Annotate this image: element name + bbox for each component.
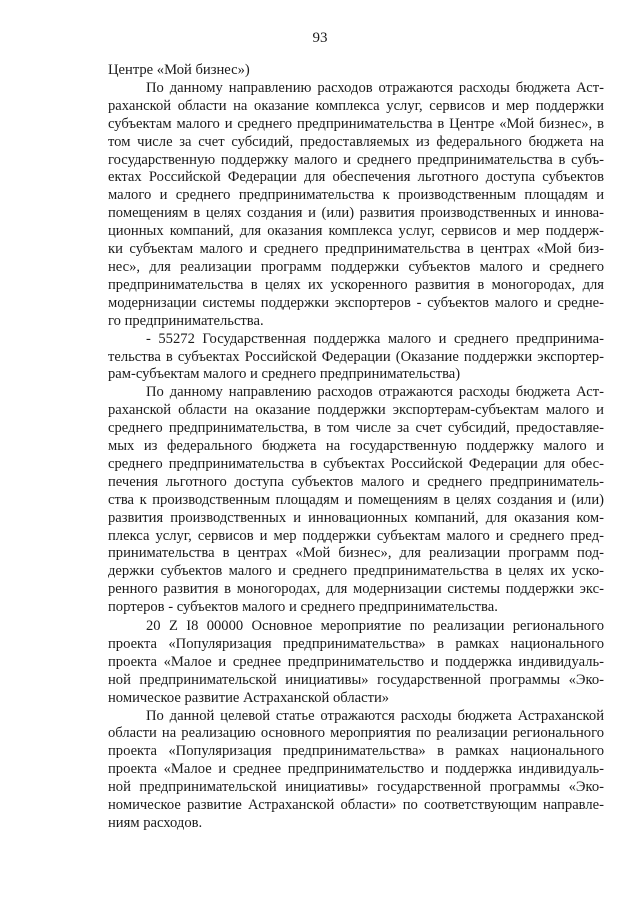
text-line: портеров - субъектов малого и среднего предпринимательства. <box>108 599 498 616</box>
text-line: области на реализацию основного мероприятия по реализации регионального <box>108 725 604 742</box>
text-line: мых из федерального бюджета на государственную поддержку малого и <box>108 438 604 455</box>
text-line: ной предпринимательской инициативы» государственной программы «Эко- <box>108 671 604 688</box>
text-line: По данному направлению расходов отражаются расходы бюджета Аст- <box>146 384 604 401</box>
text-line: го предпринимательства. <box>108 312 264 329</box>
text-line: ства к производственным площадям и помещениям в целях создания и (или) <box>108 491 604 508</box>
text-block-target-article <box>108 618 604 833</box>
text-line: рам-субъектам малого и среднего предпринимательства) <box>108 366 461 383</box>
page-number: 93 <box>312 30 328 46</box>
text-line: развития производственных и инновационных компаний, для оказания ком- <box>108 509 604 526</box>
text-line: принимательства в центрах «Мой бизнес», для реализации программ под- <box>108 545 604 562</box>
text-line: раханской области на оказание комплекса услуг, сервисов и мер поддержки <box>108 97 604 114</box>
text-line: модернизации системы поддержки экспортеров - субъектов малого и средне- <box>108 294 604 311</box>
text-line: среднего предпринимательства, в том числе за счет субсидий, предоставляе- <box>108 420 604 437</box>
text-line: предпринимательства в целях их ускоренного развития в моногородах, для <box>108 276 604 293</box>
text-line: ренного развития в моногородах, для модернизации системы поддержки экс- <box>108 581 604 598</box>
text-line: ниям расходов. <box>108 814 203 831</box>
text-line: малого и среднего предпринимательства к производственным площадям и <box>108 187 604 204</box>
text-line: держки субъектов малого и среднего предпринимательства в целях их уско- <box>108 563 604 580</box>
text-line: По данному направлению расходов отражаются расходы бюджета Аст- <box>146 79 604 96</box>
text-block-directions <box>108 62 604 617</box>
text-line: - 55272 Государственная поддержка малого и среднего предпринима- <box>146 330 604 347</box>
text-line: номическое развитие Астраханской области» <box>108 689 390 706</box>
text-line: среднего предпринимательства в субъектах Российской Федерации для обес- <box>108 455 604 472</box>
text-line: тельства в субъектах Российской Федерации (Оказание поддержки экспортер- <box>108 348 604 365</box>
text-line: проекта «Популяризация предпринимательства» в рамках национального <box>108 743 604 760</box>
text-line: проекта «Малое и среднее предпринимательство и поддержка индивидуаль- <box>108 653 604 670</box>
text-line: ной предпринимательской инициативы» государственной программы «Эко- <box>108 779 604 796</box>
text-line: По данной целевой статье отражаются расходы бюджета Астраханской <box>146 707 604 724</box>
text-line: печения льготного доступа субъектов малого и среднего предприниматель- <box>108 473 604 490</box>
text-line: нес», для реализации программ поддержки субъектов малого и среднего <box>108 258 604 275</box>
text-line: ектах Российской Федерации для обеспечения льготного доступа субъектов <box>108 169 604 186</box>
text-line: номическое развитие Астраханской области» по соответствующим направле- <box>108 797 604 814</box>
text-line: субъектам малого и среднего предпринимательства в Центре «Мой бизнес», в <box>108 115 604 132</box>
text-line: государственную поддержку малого и среднего предпринимательства в субъ- <box>108 151 604 168</box>
text-line: ционных компаний, для оказания комплекса услуг, сервисов и мер поддерж- <box>108 223 604 240</box>
text-line: Центре «Мой бизнес») <box>108 62 250 78</box>
text-line: раханской области на оказание поддержки экспортерам-субъектам малого и <box>108 402 604 419</box>
text-line: проекта «Малое и среднее предпринимательство и поддержка индивидуаль- <box>108 761 604 778</box>
text-line: том числе за счет субсидий, предоставляемых из федерального бюджета на <box>108 133 604 150</box>
text-line: проекта «Популяризация предпринимательства» в рамках национального <box>108 635 604 652</box>
text-line: ки субъектам малого и среднего предпринимательства в центрах «Мой биз- <box>108 241 604 258</box>
text-line: помещениям в целях создания и (или) развития производственных и иннова- <box>108 205 604 222</box>
text-line: плекса услуг, сервисов и мер поддержки субъектам малого и среднего пред- <box>108 527 604 544</box>
text-line: 20 Z I8 00000 Основное мероприятие по реализации регионального <box>146 618 604 634</box>
